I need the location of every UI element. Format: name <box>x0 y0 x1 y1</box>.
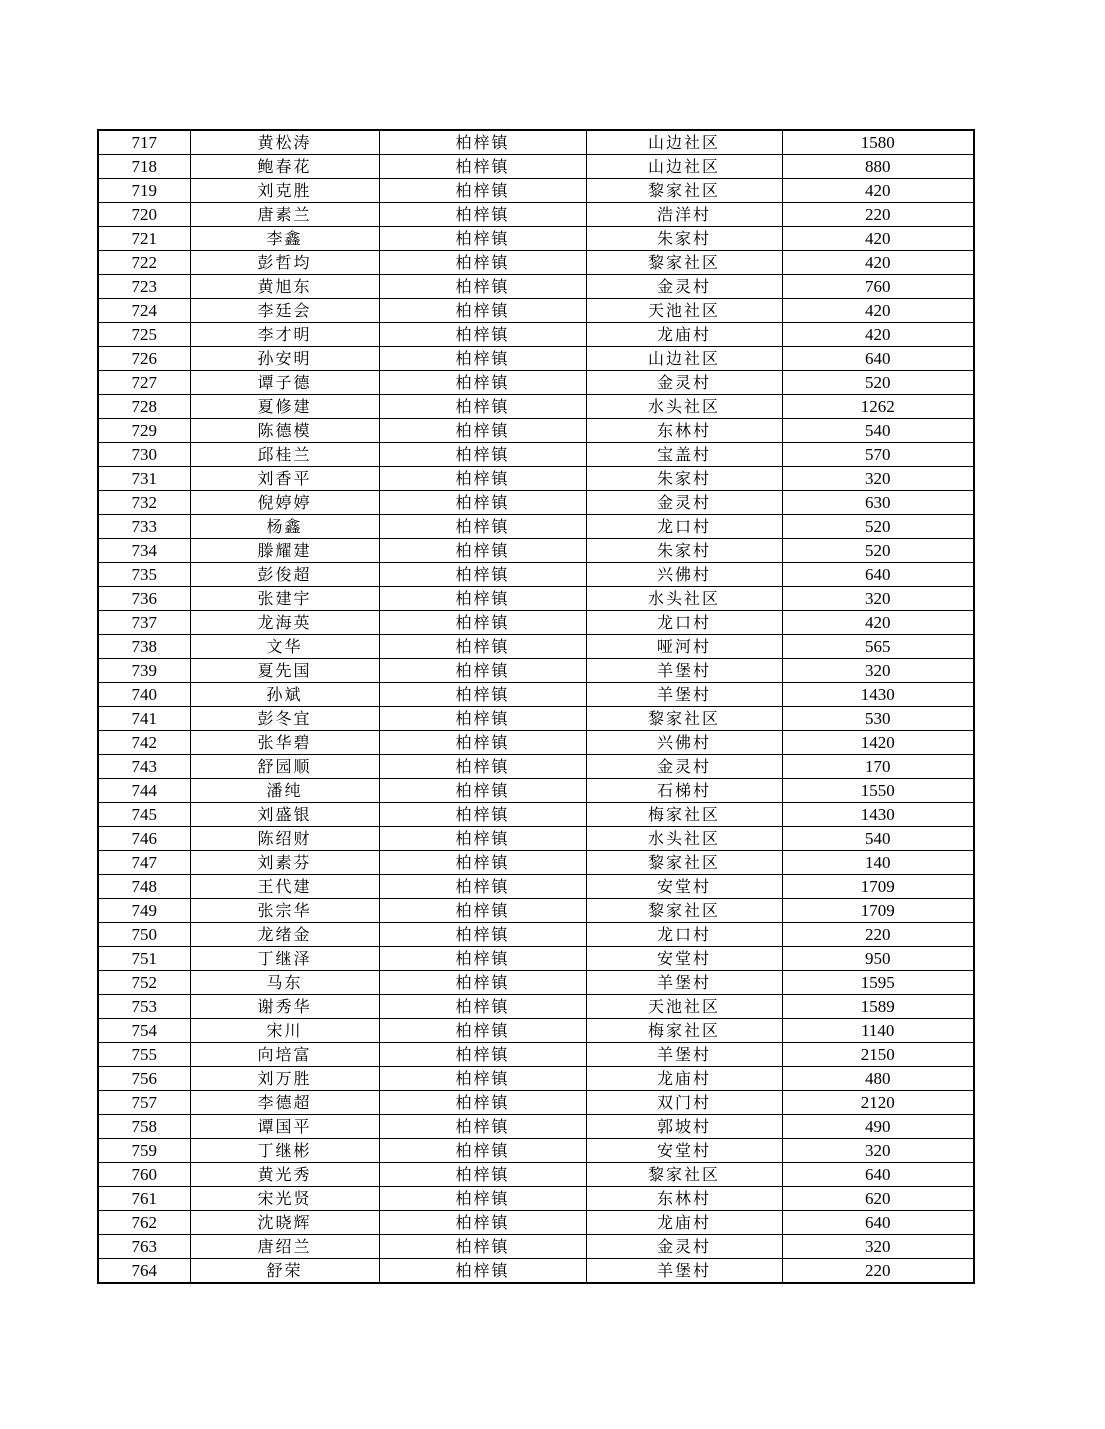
town-cell: 柏梓镇 <box>379 563 586 587</box>
village-cell: 金灵村 <box>586 1235 782 1259</box>
row-number-cell: 732 <box>98 491 190 515</box>
table-row <box>98 827 974 851</box>
town-cell: 柏梓镇 <box>379 515 586 539</box>
table-row <box>98 395 974 419</box>
table-row <box>98 1043 974 1067</box>
row-number-cell: 758 <box>98 1115 190 1139</box>
amount-cell: 320 <box>782 1139 974 1163</box>
table-row <box>98 731 974 755</box>
row-number-cell: 722 <box>98 251 190 275</box>
town-cell: 柏梓镇 <box>379 1067 586 1091</box>
table-row <box>98 299 974 323</box>
name-cell: 刘万胜 <box>190 1067 379 1091</box>
row-number-cell: 749 <box>98 899 190 923</box>
town-cell: 柏梓镇 <box>379 659 586 683</box>
amount-cell: 540 <box>782 827 974 851</box>
amount-cell: 320 <box>782 587 974 611</box>
village-cell: 东林村 <box>586 1187 782 1211</box>
town-cell: 柏梓镇 <box>379 1019 586 1043</box>
amount-cell: 480 <box>782 1067 974 1091</box>
table-row <box>98 1211 974 1235</box>
amount-cell: 760 <box>782 275 974 299</box>
name-cell: 唐素兰 <box>190 203 379 227</box>
name-cell: 舒园顺 <box>190 755 379 779</box>
row-number-cell: 743 <box>98 755 190 779</box>
town-cell: 柏梓镇 <box>379 227 586 251</box>
amount-cell: 640 <box>782 1163 974 1187</box>
name-cell: 夏修建 <box>190 395 379 419</box>
amount-cell: 320 <box>782 1235 974 1259</box>
amount-cell: 420 <box>782 611 974 635</box>
town-cell: 柏梓镇 <box>379 251 586 275</box>
row-number-cell: 752 <box>98 971 190 995</box>
amount-cell: 220 <box>782 203 974 227</box>
row-number-cell: 751 <box>98 947 190 971</box>
name-cell: 李才明 <box>190 323 379 347</box>
table-row <box>98 947 974 971</box>
amount-cell: 520 <box>782 515 974 539</box>
name-cell: 张宗华 <box>190 899 379 923</box>
amount-cell: 1140 <box>782 1019 974 1043</box>
amount-cell: 530 <box>782 707 974 731</box>
row-number-cell: 735 <box>98 563 190 587</box>
town-cell: 柏梓镇 <box>379 683 586 707</box>
table-row <box>98 251 974 275</box>
name-cell: 滕耀建 <box>190 539 379 563</box>
name-cell: 鲍春花 <box>190 155 379 179</box>
row-number-cell: 741 <box>98 707 190 731</box>
village-cell: 黎家社区 <box>586 851 782 875</box>
town-cell: 柏梓镇 <box>379 971 586 995</box>
town-cell: 柏梓镇 <box>379 995 586 1019</box>
name-cell: 刘盛银 <box>190 803 379 827</box>
table-row <box>98 1115 974 1139</box>
town-cell: 柏梓镇 <box>379 491 586 515</box>
village-cell: 天池社区 <box>586 299 782 323</box>
table-row <box>98 779 974 803</box>
village-cell: 郭坡村 <box>586 1115 782 1139</box>
village-cell: 黎家社区 <box>586 251 782 275</box>
row-number-cell: 730 <box>98 443 190 467</box>
table-row <box>98 683 974 707</box>
table-row <box>98 275 974 299</box>
name-cell: 李廷会 <box>190 299 379 323</box>
table-row <box>98 1163 974 1187</box>
row-number-cell: 724 <box>98 299 190 323</box>
village-cell: 山边社区 <box>586 347 782 371</box>
row-number-cell: 727 <box>98 371 190 395</box>
name-cell: 黄光秀 <box>190 1163 379 1187</box>
village-cell: 黎家社区 <box>586 899 782 923</box>
amount-cell: 1595 <box>782 971 974 995</box>
table-row <box>98 539 974 563</box>
village-cell: 龙口村 <box>586 923 782 947</box>
row-number-cell: 719 <box>98 179 190 203</box>
town-cell: 柏梓镇 <box>379 731 586 755</box>
name-cell: 孙斌 <box>190 683 379 707</box>
row-number-cell: 762 <box>98 1211 190 1235</box>
village-cell: 山边社区 <box>586 155 782 179</box>
town-cell: 柏梓镇 <box>379 1259 586 1284</box>
village-cell: 朱家村 <box>586 539 782 563</box>
village-cell: 羊堡村 <box>586 1043 782 1067</box>
name-cell: 刘克胜 <box>190 179 379 203</box>
name-cell: 丁继泽 <box>190 947 379 971</box>
name-cell: 倪婷婷 <box>190 491 379 515</box>
village-cell: 金灵村 <box>586 371 782 395</box>
village-cell: 山边社区 <box>586 130 782 155</box>
amount-cell: 320 <box>782 467 974 491</box>
name-cell: 谢秀华 <box>190 995 379 1019</box>
village-cell: 兴佛村 <box>586 731 782 755</box>
name-cell: 李德超 <box>190 1091 379 1115</box>
town-cell: 柏梓镇 <box>379 395 586 419</box>
amount-cell: 1580 <box>782 130 974 155</box>
table-row <box>98 875 974 899</box>
village-cell: 兴佛村 <box>586 563 782 587</box>
name-cell: 马东 <box>190 971 379 995</box>
row-number-cell: 728 <box>98 395 190 419</box>
amount-cell: 565 <box>782 635 974 659</box>
row-number-cell: 733 <box>98 515 190 539</box>
table-row <box>98 419 974 443</box>
name-cell: 彭冬宜 <box>190 707 379 731</box>
name-cell: 孙安明 <box>190 347 379 371</box>
name-cell: 彭俊超 <box>190 563 379 587</box>
village-cell: 龙口村 <box>586 611 782 635</box>
amount-cell: 520 <box>782 371 974 395</box>
town-cell: 柏梓镇 <box>379 1139 586 1163</box>
name-cell: 舒荣 <box>190 1259 379 1284</box>
table-row <box>98 899 974 923</box>
name-cell: 唐绍兰 <box>190 1235 379 1259</box>
town-cell: 柏梓镇 <box>379 155 586 179</box>
data-table <box>97 129 975 1284</box>
amount-cell: 1709 <box>782 875 974 899</box>
row-number-cell: 717 <box>98 130 190 155</box>
village-cell: 天池社区 <box>586 995 782 1019</box>
table-row <box>98 1235 974 1259</box>
row-number-cell: 754 <box>98 1019 190 1043</box>
table-row <box>98 467 974 491</box>
amount-cell: 170 <box>782 755 974 779</box>
town-cell: 柏梓镇 <box>379 323 586 347</box>
village-cell: 水头社区 <box>586 395 782 419</box>
town-cell: 柏梓镇 <box>379 203 586 227</box>
amount-cell: 220 <box>782 1259 974 1284</box>
name-cell: 张华碧 <box>190 731 379 755</box>
amount-cell: 420 <box>782 179 974 203</box>
amount-cell: 1709 <box>782 899 974 923</box>
town-cell: 柏梓镇 <box>379 1115 586 1139</box>
amount-cell: 1262 <box>782 395 974 419</box>
name-cell: 张建宇 <box>190 587 379 611</box>
amount-cell: 1420 <box>782 731 974 755</box>
town-cell: 柏梓镇 <box>379 803 586 827</box>
name-cell: 龙绪金 <box>190 923 379 947</box>
village-cell: 黎家社区 <box>586 707 782 731</box>
table-row <box>98 155 974 179</box>
name-cell: 刘素芬 <box>190 851 379 875</box>
amount-cell: 320 <box>782 659 974 683</box>
village-cell: 安堂村 <box>586 947 782 971</box>
town-cell: 柏梓镇 <box>379 611 586 635</box>
table-row <box>98 323 974 347</box>
table-row <box>98 371 974 395</box>
village-cell: 双门村 <box>586 1091 782 1115</box>
amount-cell: 490 <box>782 1115 974 1139</box>
row-number-cell: 760 <box>98 1163 190 1187</box>
town-cell: 柏梓镇 <box>379 707 586 731</box>
name-cell: 夏先国 <box>190 659 379 683</box>
name-cell: 丁继彬 <box>190 1139 379 1163</box>
amount-cell: 570 <box>782 443 974 467</box>
table-row <box>98 659 974 683</box>
row-number-cell: 737 <box>98 611 190 635</box>
town-cell: 柏梓镇 <box>379 827 586 851</box>
table-row <box>98 491 974 515</box>
name-cell: 陈绍财 <box>190 827 379 851</box>
table-row <box>98 1019 974 1043</box>
table-row <box>98 1067 974 1091</box>
village-cell: 金灵村 <box>586 755 782 779</box>
town-cell: 柏梓镇 <box>379 635 586 659</box>
town-cell: 柏梓镇 <box>379 851 586 875</box>
name-cell: 谭国平 <box>190 1115 379 1139</box>
town-cell: 柏梓镇 <box>379 875 586 899</box>
row-number-cell: 747 <box>98 851 190 875</box>
village-cell: 朱家村 <box>586 227 782 251</box>
amount-cell: 1430 <box>782 803 974 827</box>
name-cell: 刘香平 <box>190 467 379 491</box>
amount-cell: 2150 <box>782 1043 974 1067</box>
row-number-cell: 755 <box>98 1043 190 1067</box>
name-cell: 邱桂兰 <box>190 443 379 467</box>
village-cell: 水头社区 <box>586 587 782 611</box>
village-cell: 宝盖村 <box>586 443 782 467</box>
row-number-cell: 731 <box>98 467 190 491</box>
amount-cell: 420 <box>782 251 974 275</box>
table-row <box>98 923 974 947</box>
table-row <box>98 635 974 659</box>
name-cell: 文华 <box>190 635 379 659</box>
table-row <box>98 347 974 371</box>
table-row <box>98 130 974 155</box>
town-cell: 柏梓镇 <box>379 755 586 779</box>
table-row <box>98 707 974 731</box>
table-row <box>98 1091 974 1115</box>
row-number-cell: 723 <box>98 275 190 299</box>
town-cell: 柏梓镇 <box>379 923 586 947</box>
town-cell: 柏梓镇 <box>379 299 586 323</box>
village-cell: 羊堡村 <box>586 683 782 707</box>
town-cell: 柏梓镇 <box>379 347 586 371</box>
table-row <box>98 851 974 875</box>
town-cell: 柏梓镇 <box>379 419 586 443</box>
amount-cell: 1430 <box>782 683 974 707</box>
row-number-cell: 736 <box>98 587 190 611</box>
table-row <box>98 971 974 995</box>
table-row <box>98 587 974 611</box>
village-cell: 哑河村 <box>586 635 782 659</box>
name-cell: 王代建 <box>190 875 379 899</box>
table-row <box>98 1139 974 1163</box>
village-cell: 羊堡村 <box>586 971 782 995</box>
amount-cell: 420 <box>782 227 974 251</box>
village-cell: 龙庙村 <box>586 1067 782 1091</box>
amount-cell: 640 <box>782 563 974 587</box>
table-row <box>98 1259 974 1284</box>
amount-cell: 1589 <box>782 995 974 1019</box>
amount-cell: 880 <box>782 155 974 179</box>
name-cell: 彭哲均 <box>190 251 379 275</box>
row-number-cell: 725 <box>98 323 190 347</box>
amount-cell: 140 <box>782 851 974 875</box>
town-cell: 柏梓镇 <box>379 275 586 299</box>
town-cell: 柏梓镇 <box>379 1043 586 1067</box>
amount-cell: 540 <box>782 419 974 443</box>
row-number-cell: 740 <box>98 683 190 707</box>
town-cell: 柏梓镇 <box>379 371 586 395</box>
row-number-cell: 738 <box>98 635 190 659</box>
village-cell: 龙口村 <box>586 515 782 539</box>
row-number-cell: 756 <box>98 1067 190 1091</box>
village-cell: 水头社区 <box>586 827 782 851</box>
row-number-cell: 720 <box>98 203 190 227</box>
town-cell: 柏梓镇 <box>379 1235 586 1259</box>
village-cell: 梅家社区 <box>586 803 782 827</box>
town-cell: 柏梓镇 <box>379 899 586 923</box>
row-number-cell: 718 <box>98 155 190 179</box>
name-cell: 杨鑫 <box>190 515 379 539</box>
table-row <box>98 1187 974 1211</box>
table-row <box>98 563 974 587</box>
village-cell: 羊堡村 <box>586 1259 782 1284</box>
row-number-cell: 745 <box>98 803 190 827</box>
table-row <box>98 515 974 539</box>
amount-cell: 620 <box>782 1187 974 1211</box>
amount-cell: 2120 <box>782 1091 974 1115</box>
town-cell: 柏梓镇 <box>379 130 586 155</box>
name-cell: 陈德模 <box>190 419 379 443</box>
row-number-cell: 734 <box>98 539 190 563</box>
town-cell: 柏梓镇 <box>379 539 586 563</box>
row-number-cell: 726 <box>98 347 190 371</box>
table-row <box>98 995 974 1019</box>
table-row <box>98 179 974 203</box>
town-cell: 柏梓镇 <box>379 1163 586 1187</box>
town-cell: 柏梓镇 <box>379 443 586 467</box>
village-cell: 龙庙村 <box>586 1211 782 1235</box>
row-number-cell: 721 <box>98 227 190 251</box>
name-cell: 黄松涛 <box>190 130 379 155</box>
table-row <box>98 755 974 779</box>
name-cell: 宋川 <box>190 1019 379 1043</box>
town-cell: 柏梓镇 <box>379 467 586 491</box>
name-cell: 向培富 <box>190 1043 379 1067</box>
row-number-cell: 750 <box>98 923 190 947</box>
town-cell: 柏梓镇 <box>379 587 586 611</box>
table-row <box>98 203 974 227</box>
amount-cell: 630 <box>782 491 974 515</box>
name-cell: 潘纯 <box>190 779 379 803</box>
village-cell: 金灵村 <box>586 491 782 515</box>
village-cell: 梅家社区 <box>586 1019 782 1043</box>
row-number-cell: 748 <box>98 875 190 899</box>
amount-cell: 640 <box>782 347 974 371</box>
town-cell: 柏梓镇 <box>379 179 586 203</box>
row-number-cell: 759 <box>98 1139 190 1163</box>
village-cell: 金灵村 <box>586 275 782 299</box>
village-cell: 黎家社区 <box>586 1163 782 1187</box>
amount-cell: 520 <box>782 539 974 563</box>
village-cell: 羊堡村 <box>586 659 782 683</box>
row-number-cell: 739 <box>98 659 190 683</box>
name-cell: 谭子德 <box>190 371 379 395</box>
row-number-cell: 742 <box>98 731 190 755</box>
town-cell: 柏梓镇 <box>379 1187 586 1211</box>
table-row <box>98 227 974 251</box>
village-cell: 石梯村 <box>586 779 782 803</box>
town-cell: 柏梓镇 <box>379 1211 586 1235</box>
village-cell: 浩洋村 <box>586 203 782 227</box>
row-number-cell: 729 <box>98 419 190 443</box>
table-row <box>98 443 974 467</box>
amount-cell: 420 <box>782 323 974 347</box>
village-cell: 东林村 <box>586 419 782 443</box>
row-number-cell: 763 <box>98 1235 190 1259</box>
row-number-cell: 753 <box>98 995 190 1019</box>
village-cell: 黎家社区 <box>586 179 782 203</box>
village-cell: 朱家村 <box>586 467 782 491</box>
amount-cell: 220 <box>782 923 974 947</box>
row-number-cell: 744 <box>98 779 190 803</box>
row-number-cell: 757 <box>98 1091 190 1115</box>
name-cell: 黄旭东 <box>190 275 379 299</box>
village-cell: 安堂村 <box>586 875 782 899</box>
village-cell: 安堂村 <box>586 1139 782 1163</box>
table-row <box>98 611 974 635</box>
amount-cell: 420 <box>782 299 974 323</box>
town-cell: 柏梓镇 <box>379 779 586 803</box>
name-cell: 宋光贤 <box>190 1187 379 1211</box>
amount-cell: 950 <box>782 947 974 971</box>
town-cell: 柏梓镇 <box>379 1091 586 1115</box>
table-row <box>98 803 974 827</box>
row-number-cell: 764 <box>98 1259 190 1284</box>
row-number-cell: 746 <box>98 827 190 851</box>
name-cell: 李鑫 <box>190 227 379 251</box>
table-body <box>98 130 974 1283</box>
village-cell: 龙庙村 <box>586 323 782 347</box>
name-cell: 龙海英 <box>190 611 379 635</box>
town-cell: 柏梓镇 <box>379 947 586 971</box>
name-cell: 沈晓辉 <box>190 1211 379 1235</box>
amount-cell: 640 <box>782 1211 974 1235</box>
amount-cell: 1550 <box>782 779 974 803</box>
row-number-cell: 761 <box>98 1187 190 1211</box>
